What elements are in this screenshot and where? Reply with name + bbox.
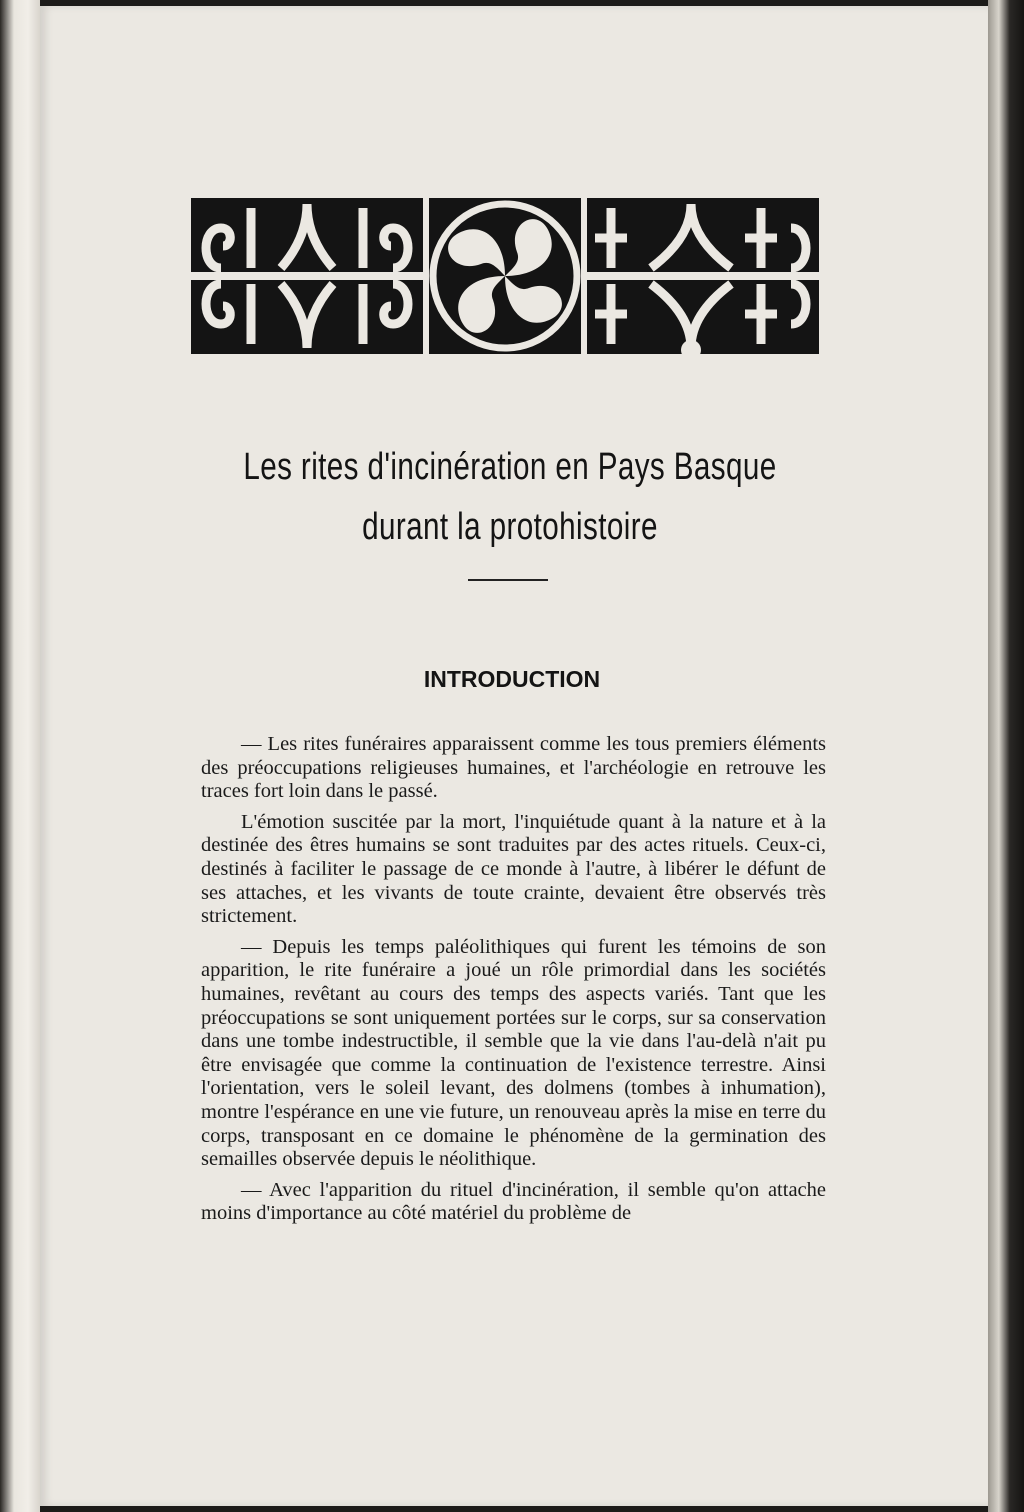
- paragraph: — Avec l'apparition du rituel d'incinération, il semble qu'on attache moins d'importance au côté matériel du problème de: [201, 1178, 826, 1225]
- body-text: [201, 733, 826, 1233]
- document-title-line-1: Les rites d'incinération en Pays Basque: [243, 446, 777, 488]
- lauburu-banner-icon: [191, 198, 819, 354]
- document-title-line-2: durant la protohistoire: [362, 506, 658, 548]
- book-binding-left: [0, 0, 40, 1512]
- paragraph: L'émotion suscitée par la mort, l'inquiétude quant à la nature et à la destinée des êtres humains se sont traduites par des actes rituels. Ceux-ci, destinés à faciliter le passage de ce monde à l'autre, à libérer le défunt de ses attaches, et les vivants de toute crainte, devaient être observés très strictement.: [201, 810, 826, 928]
- page-stack-edge: [988, 0, 1024, 1512]
- paragraph: — Les rites funéraires apparaissent comme les tous premiers éléments des préoccupations religieuses humaines, et l'archéologie en retrouve les traces fort loin dans le passé.: [201, 733, 826, 803]
- title-divider: [468, 579, 548, 581]
- section-heading: INTRODUCTION: [423, 666, 601, 692]
- paragraph: — Depuis les temps paléolithiques qui furent les témoins de son apparition, le rite funéraire a joué un rôle primordial dans les sociétés humaines, revêtant au cours des temps des aspects variés. Tant que les préoccupations se sont uniquement portées sur le corps, sur sa conservation dans une tombe indestructible, il semble que la vie dans l'au-delà n'ait pu être envisagée que comme la continuation de l'existence terrestre. Ainsi l'orientation, vers le soleil levant, des dolmens (tombes à inhumation), montre l'espérance en une vie future, un renouveau après la mise en terre du corps, transposant en ce domaine le phénomène de la germination des semailles observée depuis le néolithique.: [201, 935, 826, 1171]
